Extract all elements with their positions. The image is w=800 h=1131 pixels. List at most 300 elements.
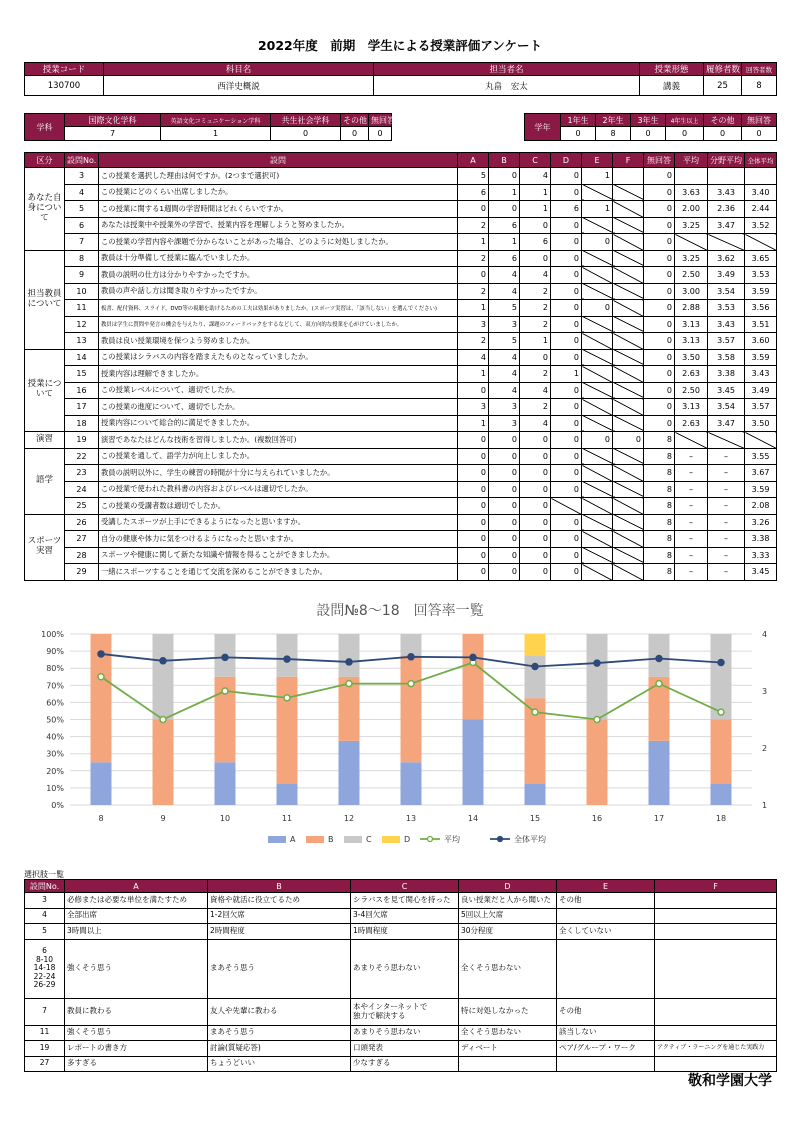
count-d: 0 xyxy=(551,184,582,201)
bar-segment-b xyxy=(153,720,174,806)
count-a: 0 xyxy=(458,498,489,515)
survey-row xyxy=(25,267,777,284)
bar-segment-a xyxy=(215,762,236,805)
question-no: 13 xyxy=(65,333,99,350)
count-c: 0 xyxy=(520,250,551,267)
count-c: 2 xyxy=(520,366,551,383)
choice-f xyxy=(655,908,777,924)
legend-swatch-d xyxy=(382,836,400,843)
count-na: 0 xyxy=(644,201,675,218)
overall-avg-value: 3.60 xyxy=(745,333,777,350)
overall-avg-point xyxy=(594,660,600,666)
count-a: 6 xyxy=(458,184,489,201)
question-text: この授業の進度について、適切でしたか。 xyxy=(99,399,458,416)
overall-avg-value: 3.56 xyxy=(745,300,777,317)
choice-c: あまりそう思わない xyxy=(351,939,459,998)
choice-c: 少なすぎる xyxy=(351,1056,459,1072)
field-avg-value: – xyxy=(708,481,745,498)
question-no: 9 xyxy=(65,267,99,284)
category-label: あなた自身について xyxy=(25,168,65,251)
count-d: 6 xyxy=(551,201,582,218)
x-tick-label: 14 xyxy=(467,814,479,823)
question-text: この授業を通して、語学力が向上しましたか。 xyxy=(99,448,458,465)
count-e xyxy=(582,399,613,416)
count-na: 8 xyxy=(644,498,675,515)
survey-header-no: 設問No. xyxy=(65,153,99,168)
count-b: 3 xyxy=(489,399,520,416)
count-d xyxy=(551,498,582,515)
bar-segment-c xyxy=(525,655,546,698)
survey-row xyxy=(25,217,777,234)
count-d: 0 xyxy=(551,399,582,416)
count-d: 0 xyxy=(551,333,582,350)
question-text: 教員の説明の仕方は分かりやすかったですか。 xyxy=(99,267,458,284)
count-d: 0 xyxy=(551,415,582,432)
year-label: 学年 xyxy=(525,114,561,141)
avg-value: – xyxy=(675,448,708,465)
overall-avg-value: 3.59 xyxy=(745,349,777,366)
avg-value: 2.63 xyxy=(675,366,708,383)
survey-header-category: 区分 xyxy=(25,153,65,168)
question-no: 15 xyxy=(65,366,99,383)
survey-header-b: B xyxy=(489,153,520,168)
count-e: 0 xyxy=(582,234,613,251)
avg-value: – xyxy=(675,465,708,482)
count-d: 0 xyxy=(551,349,582,366)
count-na: 0 xyxy=(644,382,675,399)
avg-value: 2.50 xyxy=(675,267,708,284)
survey-row xyxy=(25,514,777,531)
count-na: 0 xyxy=(644,250,675,267)
field-avg-value: 3.47 xyxy=(708,217,745,234)
overall-avg-value xyxy=(745,168,777,185)
choice-question-no: 3 xyxy=(25,893,65,909)
choice-b: 討論(質疑応答) xyxy=(208,1041,351,1057)
survey-header-a: A xyxy=(458,153,489,168)
count-a: 3 xyxy=(458,316,489,333)
choice-row xyxy=(25,1025,777,1041)
choices-header-a: A xyxy=(65,880,208,893)
count-b: 4 xyxy=(489,349,520,366)
overall-avg-point xyxy=(98,651,104,657)
count-d: 0 xyxy=(551,465,582,482)
question-text: 一緒にスポーツすることを通じて交流を深めることができましたか。 xyxy=(99,564,458,581)
course-code: 130700 xyxy=(25,76,104,96)
bar-segment-c xyxy=(711,634,732,720)
count-d: 1 xyxy=(551,366,582,383)
overall-avg-point xyxy=(470,654,476,660)
bar-segment-c xyxy=(339,634,360,677)
count-b: 4 xyxy=(489,366,520,383)
count-b: 1 xyxy=(489,184,520,201)
field-avg-value: – xyxy=(708,465,745,482)
chart-title: 設問№8～18 回答率一覧 xyxy=(316,603,484,619)
question-text: この授業はシラバスの内容を踏まえたものとなっていましたか。 xyxy=(99,349,458,366)
x-tick-label: 13 xyxy=(405,814,417,823)
bar-segment-a xyxy=(277,784,298,805)
field-avg-value: – xyxy=(708,564,745,581)
year-header-na: 無回答 xyxy=(742,114,777,127)
choice-d xyxy=(459,1056,557,1072)
question-no: 6 xyxy=(65,217,99,234)
survey-header-c: C xyxy=(520,153,551,168)
bar-segment-a xyxy=(401,762,422,805)
choice-b: ちょうどいい xyxy=(208,1056,351,1072)
question-no: 22 xyxy=(65,448,99,465)
count-e xyxy=(582,547,613,564)
choice-a: 必修または必要な単位を満たすため xyxy=(65,893,208,909)
choice-question-no: 11 xyxy=(25,1025,65,1041)
avg-point xyxy=(594,717,600,723)
choice-d: 5回以上欠席 xyxy=(459,908,557,924)
count-c: 0 xyxy=(520,564,551,581)
count-b: 0 xyxy=(489,531,520,548)
choice-c: 3-4回欠席 xyxy=(351,908,459,924)
count-c: 0 xyxy=(520,217,551,234)
survey-row xyxy=(25,366,777,383)
overall-avg-value: 3.55 xyxy=(745,448,777,465)
avg-value: – xyxy=(675,564,708,581)
choice-row xyxy=(25,893,777,909)
question-no: 4 xyxy=(65,184,99,201)
university-name: 敬和学園大学 xyxy=(688,1073,772,1089)
choice-question-no: 27 xyxy=(25,1056,65,1072)
y-left-tick-label: 100% xyxy=(41,630,64,639)
overall-avg-value: 3.33 xyxy=(745,547,777,564)
count-b: 0 xyxy=(489,168,520,185)
count-a: 3 xyxy=(458,399,489,416)
choice-f xyxy=(655,939,777,998)
overall-avg-value: 3.43 xyxy=(745,366,777,383)
avg-point xyxy=(222,688,228,694)
y-left-tick-label: 50% xyxy=(46,715,64,725)
year-value-1: 0 xyxy=(561,127,596,141)
count-a: 4 xyxy=(458,349,489,366)
choice-row xyxy=(25,1056,777,1072)
count-f xyxy=(613,316,644,333)
survey-row xyxy=(25,349,777,366)
choice-f xyxy=(655,1025,777,1041)
dept-value-intl: 7 xyxy=(65,127,161,141)
count-c: 0 xyxy=(520,349,551,366)
count-d: 0 xyxy=(551,481,582,498)
count-a: 0 xyxy=(458,514,489,531)
avg-point xyxy=(532,709,538,715)
y-right-tick-label: 2 xyxy=(762,744,768,753)
bar-segment-b xyxy=(277,677,298,784)
count-a: 0 xyxy=(458,481,489,498)
overall-avg-value: 3.40 xyxy=(745,184,777,201)
count-b: 3 xyxy=(489,415,520,432)
count-d: 0 xyxy=(551,382,582,399)
choice-f xyxy=(655,998,777,1025)
bar-segment-b xyxy=(401,655,422,762)
x-tick-label: 10 xyxy=(219,814,231,823)
count-na: 8 xyxy=(644,514,675,531)
field-avg-value: 3.57 xyxy=(708,333,745,350)
count-c: 2 xyxy=(520,399,551,416)
choice-d: ディベート xyxy=(459,1041,557,1057)
avg-value: 2.00 xyxy=(675,201,708,218)
question-no: 19 xyxy=(65,432,99,449)
bar-segment-c xyxy=(401,634,422,655)
count-c: 2 xyxy=(520,316,551,333)
avg-value: – xyxy=(675,481,708,498)
avg-value: 3.25 xyxy=(675,250,708,267)
question-text: 教員は良い授業環境を保つよう努めましたか。 xyxy=(99,333,458,350)
count-na: 0 xyxy=(644,234,675,251)
x-tick-label: 16 xyxy=(591,814,603,823)
count-b: 6 xyxy=(489,250,520,267)
x-tick-label: 15 xyxy=(529,814,541,823)
count-e xyxy=(582,217,613,234)
count-e xyxy=(582,382,613,399)
question-text: 受講したスポーツが上手にできるようになったと思いますか。 xyxy=(99,514,458,531)
field-avg-value: 3.54 xyxy=(708,399,745,416)
count-f xyxy=(613,217,644,234)
count-c: 1 xyxy=(520,333,551,350)
avg-value: 3.13 xyxy=(675,399,708,416)
bar-segment-c xyxy=(153,634,174,720)
count-c: 4 xyxy=(520,168,551,185)
question-text: この授業に関する1週間の学習時間はどれくらいですか。 xyxy=(99,201,458,218)
field-avg-value: – xyxy=(708,514,745,531)
overall-avg-value: 3.45 xyxy=(745,564,777,581)
count-b: 4 xyxy=(489,283,520,300)
survey-row xyxy=(25,234,777,251)
count-b: 1 xyxy=(489,234,520,251)
count-c: 1 xyxy=(520,201,551,218)
field-avg-value: 2.36 xyxy=(708,201,745,218)
count-e: 1 xyxy=(582,201,613,218)
field-avg-value: 3.43 xyxy=(708,184,745,201)
count-b: 0 xyxy=(489,201,520,218)
count-f xyxy=(613,415,644,432)
question-no: 10 xyxy=(65,283,99,300)
overall-avg-value: 3.26 xyxy=(745,514,777,531)
count-d: 0 xyxy=(551,267,582,284)
count-f xyxy=(613,300,644,317)
count-f xyxy=(613,184,644,201)
dept-value-english: 1 xyxy=(161,127,271,141)
enrolled-count: 25 xyxy=(704,76,742,96)
choice-e: その他 xyxy=(557,893,655,909)
respondent-count: 8 xyxy=(742,76,777,96)
question-no: 5 xyxy=(65,201,99,218)
count-c: 0 xyxy=(520,498,551,515)
survey-row xyxy=(25,531,777,548)
year-value-na: 0 xyxy=(742,127,777,141)
choice-c: シラバスを見て関心を持った xyxy=(351,893,459,909)
dept-value-social: 0 xyxy=(271,127,341,141)
choices-table xyxy=(24,879,777,1072)
count-na: 8 xyxy=(644,481,675,498)
count-f xyxy=(613,201,644,218)
survey-row xyxy=(25,333,777,350)
avg-value: 3.25 xyxy=(675,217,708,234)
choice-c: 1時間程度 xyxy=(351,924,459,940)
overall-avg-value: 3.52 xyxy=(745,217,777,234)
overall-avg-value: 3.67 xyxy=(745,465,777,482)
choices-header-e: E xyxy=(557,880,655,893)
survey-row xyxy=(25,547,777,564)
category-label: 演習 xyxy=(25,432,65,449)
avg-value: 3.13 xyxy=(675,333,708,350)
overall-avg-point xyxy=(408,654,414,660)
choice-a: 多すぎる xyxy=(65,1056,208,1072)
choice-e: 該当しない xyxy=(557,1025,655,1041)
header-course-name: 科目名 xyxy=(104,63,374,76)
survey-row xyxy=(25,415,777,432)
y-left-tick-label: 40% xyxy=(46,732,64,742)
avg-value: 2.50 xyxy=(675,382,708,399)
count-b: 0 xyxy=(489,564,520,581)
survey-row xyxy=(25,564,777,581)
y-left-tick-label: 70% xyxy=(46,681,64,691)
y-left-tick-label: 0% xyxy=(51,801,64,810)
avg-value: – xyxy=(675,498,708,515)
question-no: 14 xyxy=(65,349,99,366)
count-e: 1 xyxy=(582,168,613,185)
count-na: 0 xyxy=(644,349,675,366)
legend-label-avg: 平均 xyxy=(444,835,460,844)
avg-point xyxy=(656,681,662,687)
choice-e xyxy=(557,908,655,924)
choice-a: 教員に教わる xyxy=(65,998,208,1025)
x-tick-label: 8 xyxy=(98,814,104,823)
dept-header-na: 無回答 xyxy=(369,114,392,127)
survey-row xyxy=(25,481,777,498)
count-b: 0 xyxy=(489,481,520,498)
header-respondents: 回答者数 xyxy=(742,63,777,76)
count-a: 1 xyxy=(458,366,489,383)
count-c: 4 xyxy=(520,267,551,284)
overall-avg-value: 3.59 xyxy=(745,481,777,498)
choice-a: 全部出席 xyxy=(65,908,208,924)
avg-value: 3.50 xyxy=(675,349,708,366)
legend-swatch-c xyxy=(344,836,362,843)
count-na: 0 xyxy=(644,415,675,432)
year-table xyxy=(524,113,777,141)
question-text: 演習であなたはどんな技術を習得しましたか。(複数回答可) xyxy=(99,432,458,449)
count-e xyxy=(582,481,613,498)
bar-segment-a xyxy=(649,741,670,805)
course-info-table xyxy=(24,62,777,96)
choice-d: 全くそう思わない xyxy=(459,1025,557,1041)
count-na: 0 xyxy=(644,300,675,317)
choices-title: 選択肢一覧 xyxy=(24,870,64,879)
count-na: 8 xyxy=(644,547,675,564)
department-table xyxy=(24,113,395,141)
avg-point xyxy=(718,709,724,715)
count-f xyxy=(613,498,644,515)
question-text: スポーツや健康に関して新たな知識や情報を得ることができましたか。 xyxy=(99,547,458,564)
count-e xyxy=(582,531,613,548)
overall-avg-value: 2.44 xyxy=(745,201,777,218)
year-header-2: 2年生 xyxy=(596,114,631,127)
overall-avg-point xyxy=(532,663,538,669)
count-e: 0 xyxy=(582,300,613,317)
year-header-other: その他 xyxy=(704,114,742,127)
choice-b: まあそう思う xyxy=(208,939,351,998)
overall-avg-value: 3.65 xyxy=(745,250,777,267)
survey-row xyxy=(25,283,777,300)
count-e xyxy=(582,514,613,531)
survey-header-question: 設問 xyxy=(99,153,458,168)
bar-segment-a xyxy=(339,741,360,805)
count-e xyxy=(582,349,613,366)
teacher-name: 丸畠 宏太 xyxy=(374,76,640,96)
count-b: 6 xyxy=(489,217,520,234)
survey-header-e: E xyxy=(582,153,613,168)
field-avg-value: – xyxy=(708,531,745,548)
count-a: 1 xyxy=(458,300,489,317)
choice-d: 特に対処しなかった xyxy=(459,998,557,1025)
category-label: 語学 xyxy=(25,448,65,514)
choice-row xyxy=(25,908,777,924)
bar-segment-a xyxy=(711,784,732,805)
survey-row xyxy=(25,184,777,201)
choice-b: 友人や先輩に教わる xyxy=(208,998,351,1025)
x-tick-label: 17 xyxy=(653,814,665,823)
choice-question-no: 7 xyxy=(25,998,65,1025)
count-c: 0 xyxy=(520,514,551,531)
survey-header-avg: 平均 xyxy=(675,153,708,168)
count-f xyxy=(613,465,644,482)
count-d: 0 xyxy=(551,316,582,333)
dept-header-intl: 国際文化学科 xyxy=(65,114,161,127)
header-course-code: 授業コード xyxy=(25,63,104,76)
overall-avg-point xyxy=(656,656,662,662)
count-a: 0 xyxy=(458,432,489,449)
question-no: 26 xyxy=(65,514,99,531)
count-b: 0 xyxy=(489,465,520,482)
count-f xyxy=(613,382,644,399)
count-na: 0 xyxy=(644,399,675,416)
avg-value: 2.88 xyxy=(675,300,708,317)
count-a: 0 xyxy=(458,465,489,482)
dept-header-other: その他 xyxy=(341,114,369,127)
count-a: 2 xyxy=(458,333,489,350)
choice-c: 口頭発表 xyxy=(351,1041,459,1057)
count-b: 5 xyxy=(489,300,520,317)
count-f xyxy=(613,349,644,366)
question-no: 24 xyxy=(65,481,99,498)
count-na: 8 xyxy=(644,531,675,548)
avg-point xyxy=(98,674,104,680)
choice-b: まあそう思う xyxy=(208,1025,351,1041)
count-a: 1 xyxy=(458,415,489,432)
count-e xyxy=(582,184,613,201)
count-f xyxy=(613,399,644,416)
avg-value xyxy=(675,168,708,185)
bar-segment-c xyxy=(587,634,608,720)
survey-row xyxy=(25,399,777,416)
year-value-4: 0 xyxy=(666,127,704,141)
survey-header-f: F xyxy=(613,153,644,168)
count-d: 0 xyxy=(551,564,582,581)
choice-row xyxy=(25,998,777,1025)
field-avg-value: – xyxy=(708,448,745,465)
field-avg-value xyxy=(708,432,745,449)
count-na: 0 xyxy=(644,316,675,333)
count-na: 0 xyxy=(644,366,675,383)
count-d: 0 xyxy=(551,514,582,531)
year-value-3: 0 xyxy=(631,127,666,141)
count-c: 0 xyxy=(520,448,551,465)
count-na: 8 xyxy=(644,465,675,482)
question-no: 11 xyxy=(65,300,99,317)
